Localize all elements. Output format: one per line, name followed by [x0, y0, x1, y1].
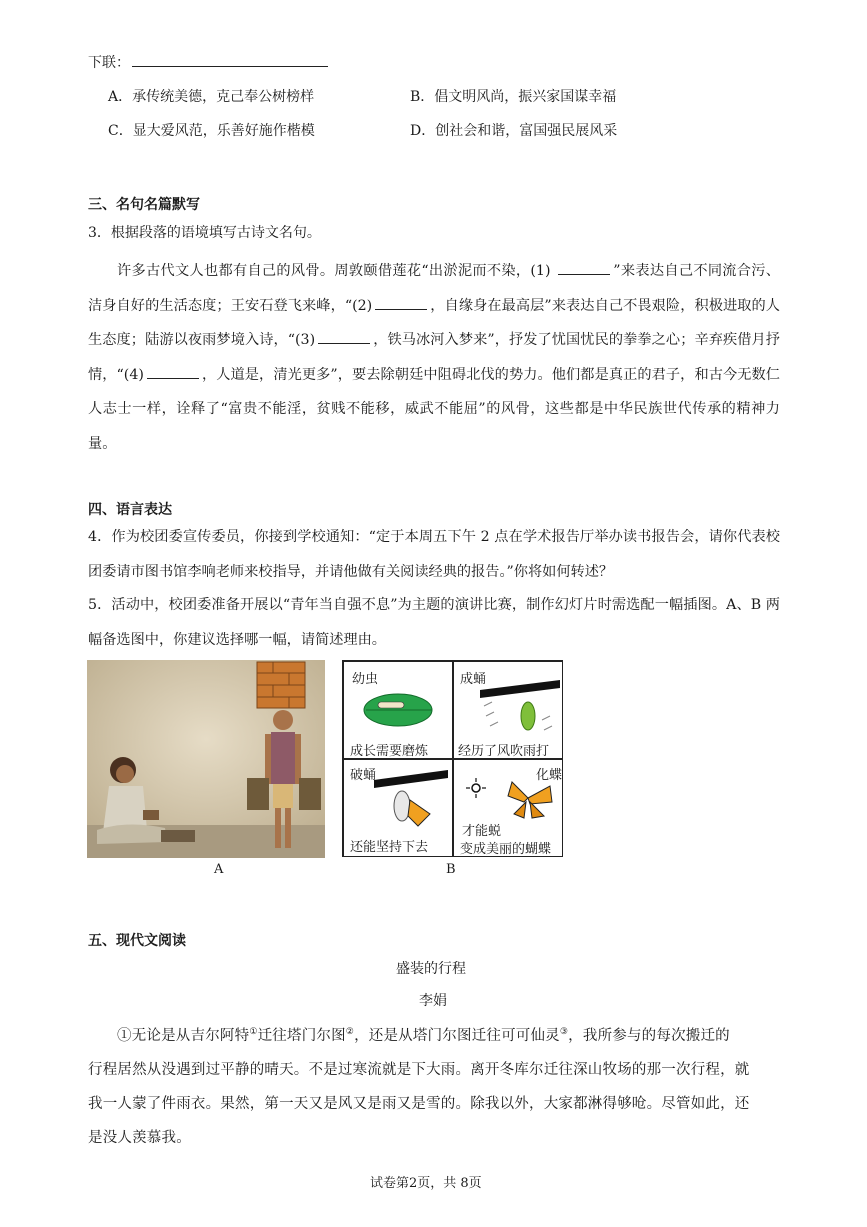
- panel-pupa-caption: 经历了风吹雨打: [458, 744, 550, 759]
- question-4-text: 4．作为校团委宣传委员，你接到学校通知：“定于本周五下午 2 点在学术报告厅举办读书报告会，请你代表校团委请市图书馆李响老师来校指导，并请他做有关阅读经典的报告。”你将如何转述？: [88, 529, 780, 580]
- para-part-5: ，人道是，清光更多”，要去除朝廷中阻碍北伐的势力。他们都是真正的君子，和古今无数仁人志士一样，诠释了“富贵不能淫，贫贱不能移，威武不能屈”的风骨，这些都是中华民族世代传承的精神力量。: [88, 366, 780, 452]
- question-5: [88, 588, 780, 657]
- blank-2[interactable]: [375, 297, 427, 310]
- panel-butterfly: [453, 759, 563, 857]
- option-a-letter: A．: [108, 89, 133, 105]
- blank-3[interactable]: [318, 331, 370, 344]
- figure-b-panels: [342, 660, 563, 857]
- panel-larva-title: 幼虫: [352, 672, 379, 687]
- figure-a-label: A: [214, 862, 224, 877]
- couplet-line: [88, 52, 328, 72]
- panel-butterfly-caption-2: 变成美丽的蝴蝶: [460, 842, 552, 857]
- option-d: [410, 120, 617, 140]
- panel-larva-caption: 成长需要磨炼: [350, 744, 429, 759]
- essay-line1-a: ①无论是从吉尔阿特: [117, 1028, 250, 1044]
- chrysalis-icon: [480, 676, 560, 738]
- figure-b-label: B: [446, 862, 456, 877]
- option-b-text: 倡文明风尚，振兴家国谋幸福: [434, 89, 617, 105]
- emerging-butterfly-icon: [374, 768, 448, 832]
- essay-author: 李娟: [419, 993, 447, 1009]
- section5-heading: 五、现代文阅读: [88, 933, 186, 949]
- leaf-caterpillar-icon: [362, 690, 434, 732]
- essay-title: 盛装的行程: [396, 961, 466, 977]
- figure-a-illustration: [87, 660, 325, 858]
- section3-paragraph: [88, 254, 780, 461]
- para-part-3: ，自缘身在最高层”来表达自己不畏艰险，积极进取的人生态度；陆游以夜雨梦境入诗，“(3): [88, 297, 780, 348]
- essay-line-2: 行程居然从没遇到过平静的晴天。不是过寒流就是下大雨。离开冬库尔迁往深山牧场的那一次行程，就: [88, 1062, 750, 1078]
- para-part-2: ”来表达自己不同流合污、洁身自好的生活态度；王安石登飞来峰，“(2): [88, 263, 780, 314]
- couplet-answer-blank[interactable]: [132, 52, 328, 67]
- para-part-1: 许多古代文人也都有自己的风骨。周敦颐借莲花“出淤泥而不染，(1): [117, 263, 556, 279]
- essay-line1-b: 迁往塔门尔图: [257, 1028, 346, 1044]
- essay-line-3: 我一人蒙了件雨衣。果然，第一天又是风又是雨又是雪的。除我以外，大家都淋得够呛。尽管如此，还: [88, 1096, 750, 1112]
- question-3: 3．根据段落的语境填写古诗文名句。: [88, 225, 321, 241]
- couplet-label: 下联：: [88, 55, 130, 71]
- panel-break: [343, 759, 453, 857]
- panel-pupa-title: 成蛹: [460, 672, 487, 687]
- panel-butterfly-title: 化蝶: [536, 768, 563, 783]
- panel-larva: [343, 661, 453, 759]
- option-b: [410, 86, 616, 106]
- essay-line1-d: ，我所参与的每次搬迁的: [568, 1028, 730, 1044]
- panel-break-title: 破蛹: [350, 768, 377, 783]
- option-c-letter: C．: [108, 123, 133, 139]
- footnote-1[interactable]: ①: [249, 1027, 258, 1038]
- para-part-4: ，铁马冰河入梦来”，抒发了忧国忧民的拳拳之心；辛弃疾借月抒情，“(4): [88, 332, 780, 383]
- footnote-3[interactable]: ③: [559, 1027, 569, 1038]
- butterfly-icon: [464, 774, 556, 824]
- question-5-text: 5．活动中，校团委准备开展以“青年当自强不息”为主题的演讲比赛，制作幻灯片时需选配一幅插图。A、B 两幅备选图中，你建议选择哪一幅，请简述理由。: [88, 597, 780, 648]
- panel-break-caption: 还能坚持下去: [350, 840, 429, 855]
- blank-4[interactable]: [147, 366, 199, 379]
- essay-line-1: [88, 1024, 780, 1045]
- option-d-text: 创社会和谐，富国强民展风采: [435, 123, 618, 139]
- section3-heading: 三、名句名篇默写: [88, 197, 200, 213]
- option-d-letter: D．: [410, 123, 436, 139]
- option-a-text: 承传统美德，克己奉公树榜样: [132, 89, 315, 105]
- option-b-letter: B．: [410, 89, 435, 105]
- brick-stack: [257, 662, 305, 708]
- essay-line1-c: ，还是从塔门尔图迁往可可仙灵: [354, 1028, 560, 1044]
- question-4: [88, 520, 780, 589]
- option-c-text: 显大爱风范，乐善好施作楷模: [132, 123, 315, 139]
- option-a: [108, 86, 314, 106]
- panel-pupa: [453, 661, 563, 759]
- footnote-2[interactable]: ②: [345, 1027, 355, 1038]
- page-footer: 试卷第2页，共 8页: [370, 1176, 482, 1191]
- essay-line-4: 是没人羡慕我。: [88, 1130, 191, 1146]
- section4-heading: 四、语言表达: [88, 502, 172, 518]
- panel-butterfly-caption-1: 才能蜕: [462, 824, 502, 839]
- option-c: [108, 120, 315, 140]
- blank-1[interactable]: [558, 262, 610, 275]
